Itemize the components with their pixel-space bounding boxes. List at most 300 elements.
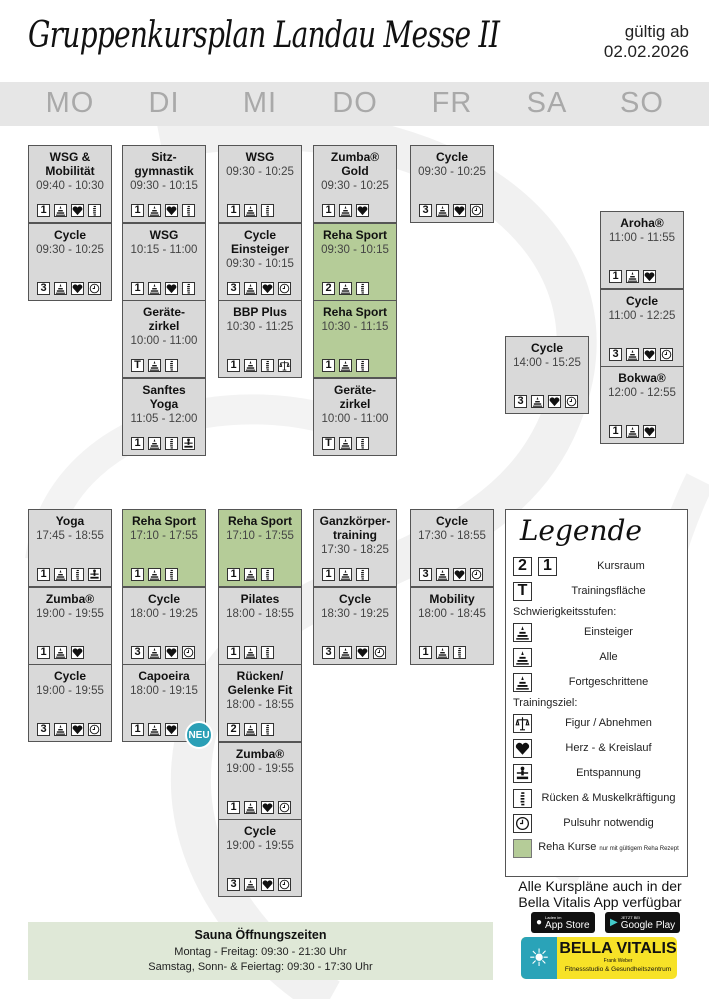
difficulty-icon bbox=[436, 568, 449, 581]
course-name: WSG bbox=[149, 227, 179, 242]
room-2-icon: 2 bbox=[513, 557, 532, 576]
heart-icon bbox=[165, 204, 178, 217]
course-icons bbox=[413, 204, 483, 217]
heart-rate-watch-icon bbox=[278, 282, 291, 295]
relaxation-icon bbox=[513, 764, 532, 783]
day-label-do: DO bbox=[332, 87, 378, 119]
course-card[interactable] bbox=[218, 587, 302, 665]
app-text-line1: Alle Kurspläne auch in der bbox=[518, 878, 682, 894]
legend-goal-row bbox=[513, 763, 683, 783]
logo-owner: Frank Weber bbox=[603, 958, 633, 964]
relaxation-icon bbox=[88, 568, 101, 581]
legend-goal-label: Rücken & Muskelkräftigung bbox=[541, 791, 676, 804]
course-card[interactable] bbox=[122, 300, 206, 378]
difficulty-icon bbox=[339, 646, 352, 659]
course-time: 12:00 - 12:55 bbox=[608, 387, 676, 399]
course-time: 19:00 - 19:55 bbox=[226, 840, 294, 852]
course-time: 11:05 - 12:00 bbox=[130, 412, 198, 425]
course-name: Bokwa® bbox=[618, 371, 666, 385]
sun-icon: ☀ bbox=[521, 937, 557, 979]
course-name: Geräte- zirkel bbox=[142, 305, 186, 333]
sauna-hours bbox=[28, 922, 493, 980]
sauna-weekend: Samstag, Sonn- & Feiertag: 09:30 - 17:30 Uhr bbox=[148, 961, 373, 973]
heart-rate-watch-icon bbox=[565, 395, 578, 408]
heart-rate-watch-icon bbox=[88, 723, 101, 736]
course-icons bbox=[221, 204, 274, 217]
legend-goal-row bbox=[513, 738, 683, 758]
legend-goal-label: Figur / Abnehmen bbox=[565, 716, 652, 729]
course-icons bbox=[125, 723, 178, 736]
difficulty-icon bbox=[436, 646, 449, 659]
back-strength-icon bbox=[453, 646, 466, 659]
course-icons bbox=[221, 568, 274, 581]
room-icon: 1 bbox=[322, 359, 335, 372]
course-time: 09:30 - 10:15 bbox=[130, 180, 198, 192]
heart-icon bbox=[453, 568, 466, 581]
course-card[interactable] bbox=[218, 742, 302, 820]
room-icon: 1 bbox=[322, 568, 335, 581]
course-icons bbox=[221, 359, 291, 372]
course-name: Reha Sport bbox=[322, 305, 387, 319]
difficulty-icon bbox=[513, 623, 532, 642]
legend-room-label: Kursraum bbox=[597, 559, 645, 572]
room-icon: 1 bbox=[227, 646, 240, 659]
back-strength-icon bbox=[356, 568, 369, 581]
room-icon: T bbox=[322, 437, 335, 450]
heart-icon bbox=[513, 739, 532, 758]
course-time: 14:00 - 15:25 bbox=[513, 357, 581, 369]
back-strength-icon bbox=[165, 568, 178, 581]
room-icon: 1 bbox=[322, 204, 335, 217]
heart-icon bbox=[643, 348, 656, 361]
course-card[interactable] bbox=[122, 145, 206, 223]
sauna-title: Sauna Öffnungszeiten bbox=[194, 928, 327, 942]
heart-icon bbox=[548, 395, 561, 408]
course-card[interactable] bbox=[122, 587, 206, 665]
heart-icon bbox=[165, 282, 178, 295]
course-card[interactable] bbox=[313, 587, 397, 665]
room-icon: 3 bbox=[514, 395, 527, 408]
room-icon: 1 bbox=[131, 204, 144, 217]
difficulty-icon bbox=[436, 204, 449, 217]
back-strength-icon bbox=[261, 204, 274, 217]
course-icons bbox=[125, 568, 178, 581]
difficulty-icon bbox=[626, 425, 639, 438]
difficulty-icon bbox=[148, 437, 161, 450]
difficulty-icon bbox=[244, 204, 257, 217]
new-badge: NEU bbox=[185, 721, 213, 749]
difficulty-icon bbox=[339, 204, 352, 217]
heart-icon bbox=[165, 646, 178, 659]
course-time: 17:10 - 17:55 bbox=[130, 530, 198, 542]
legend-goal-label: Pulsuhr notwendig bbox=[563, 816, 654, 829]
day-label-sa: SA bbox=[526, 87, 568, 119]
course-time: 19:00 - 19:55 bbox=[36, 685, 104, 697]
course-card[interactable] bbox=[28, 509, 112, 587]
course-name: Sitz- gymnastik bbox=[134, 150, 194, 178]
course-icons bbox=[316, 646, 386, 659]
room-icon: 1 bbox=[609, 425, 622, 438]
bella-vitalis-logo bbox=[521, 937, 677, 979]
course-card[interactable] bbox=[410, 509, 494, 587]
room-icon: 1 bbox=[37, 646, 50, 659]
legend-level-label: Einsteiger bbox=[584, 625, 633, 638]
course-icons bbox=[31, 568, 101, 581]
appstore-small: Laden im bbox=[545, 914, 562, 920]
heart-rate-watch-icon bbox=[278, 878, 291, 891]
back-strength-icon bbox=[261, 568, 274, 581]
heart-icon bbox=[643, 425, 656, 438]
heart-icon bbox=[71, 646, 84, 659]
logo-subtitle: Fitnessstudio & Gesundheitszentrum bbox=[564, 966, 672, 973]
difficulty-icon bbox=[148, 359, 161, 372]
difficulty-icon bbox=[339, 568, 352, 581]
course-icons bbox=[125, 359, 178, 372]
course-card[interactable] bbox=[28, 664, 112, 742]
reha-color-swatch bbox=[513, 839, 532, 858]
course-time: 10:00 - 11:00 bbox=[321, 412, 389, 425]
course-icons bbox=[508, 395, 578, 408]
course-icons bbox=[413, 568, 483, 581]
course-card[interactable] bbox=[28, 145, 112, 223]
course-time: 09:40 - 10:30 bbox=[36, 180, 104, 192]
course-time: 18:00 - 18:55 bbox=[226, 699, 294, 711]
course-icons bbox=[603, 348, 673, 361]
heart-icon bbox=[165, 723, 178, 736]
room-icon: 3 bbox=[37, 282, 50, 295]
room-icon: 1 bbox=[227, 801, 240, 814]
room-icon: 1 bbox=[227, 359, 240, 372]
heart-rate-watch-icon bbox=[660, 348, 673, 361]
heart-icon bbox=[356, 204, 369, 217]
course-card[interactable] bbox=[313, 378, 397, 456]
legend-goal-row bbox=[513, 713, 683, 733]
course-name: Cycle Einsteiger bbox=[230, 227, 290, 256]
legend-level-row bbox=[513, 672, 683, 692]
difficulty-icon bbox=[244, 878, 257, 891]
course-time: 19:00 - 19:55 bbox=[36, 607, 104, 620]
room-1-icon: 1 bbox=[538, 557, 557, 576]
room-icon: 3 bbox=[227, 282, 240, 295]
legend-goal-row bbox=[513, 788, 683, 808]
course-name: Pilates bbox=[240, 591, 280, 606]
course-name: WSG bbox=[245, 150, 275, 164]
heart-icon bbox=[643, 270, 656, 283]
heart-icon bbox=[71, 723, 84, 736]
heart-rate-watch-icon bbox=[278, 801, 291, 814]
course-icons bbox=[221, 801, 291, 814]
difficulty-icon bbox=[54, 204, 67, 217]
course-icons bbox=[221, 646, 274, 659]
course-name: Cycle bbox=[530, 341, 564, 355]
legend-goals-heading: Trainingsziel: bbox=[513, 697, 578, 709]
google-play-button[interactable] bbox=[605, 912, 680, 933]
difficulty-icon bbox=[148, 204, 161, 217]
sauna-weekdays: Montag - Freitag: 09:30 - 21:30 Uhr bbox=[174, 946, 347, 958]
course-time: 17:30 - 18:25 bbox=[321, 544, 389, 556]
room-icon: 1 bbox=[37, 204, 50, 217]
course-icons bbox=[31, 723, 101, 736]
course-name: Aroha® bbox=[620, 216, 664, 230]
legend-level-row bbox=[513, 647, 683, 667]
course-time: 09:30 - 10:25 bbox=[418, 166, 486, 178]
course-name: WSG & Mobilität bbox=[45, 150, 95, 178]
course-name: Cycle bbox=[435, 150, 469, 164]
difficulty-icon bbox=[339, 282, 352, 295]
course-icons bbox=[316, 568, 369, 581]
course-name: Cycle bbox=[435, 514, 469, 528]
page-title: Gruppenkursplan Landau Messe II bbox=[28, 15, 500, 56]
difficulty-icon bbox=[244, 282, 257, 295]
weekday-bar bbox=[0, 82, 709, 126]
room-icon: 3 bbox=[419, 568, 432, 581]
valid-from bbox=[604, 22, 689, 62]
difficulty-icon bbox=[531, 395, 544, 408]
course-time: 10:30 - 11:15 bbox=[321, 321, 389, 333]
app-info bbox=[505, 878, 695, 910]
course-icons bbox=[316, 359, 369, 372]
course-name: Mobility bbox=[429, 591, 475, 606]
legend-level-row bbox=[513, 622, 683, 642]
course-name: Cycle bbox=[53, 669, 87, 683]
room-icon: 3 bbox=[131, 646, 144, 659]
course-card[interactable] bbox=[218, 819, 302, 897]
course-card[interactable] bbox=[313, 509, 397, 587]
difficulty-icon bbox=[54, 646, 67, 659]
course-card[interactable] bbox=[122, 223, 206, 301]
difficulty-icon bbox=[244, 568, 257, 581]
difficulty-icon bbox=[244, 359, 257, 372]
heart-icon bbox=[453, 204, 466, 217]
apple-icon: ● bbox=[536, 917, 543, 928]
legend-reha-label: Reha Kurse bbox=[538, 840, 597, 853]
course-time: 17:30 - 18:55 bbox=[418, 530, 486, 542]
course-name: BBP Plus bbox=[233, 305, 287, 319]
course-name: Capoeira bbox=[138, 669, 190, 683]
heart-rate-watch-icon bbox=[373, 646, 386, 659]
course-card[interactable] bbox=[410, 587, 494, 665]
course-icons bbox=[125, 204, 195, 217]
course-time: 09:30 - 10:25 bbox=[36, 243, 104, 256]
difficulty-icon bbox=[339, 359, 352, 372]
room-icon: 1 bbox=[131, 437, 144, 450]
course-name: Reha Sport bbox=[227, 514, 292, 528]
course-time: 18:00 - 19:25 bbox=[130, 607, 198, 620]
training-floor-icon: T bbox=[513, 582, 532, 601]
back-strength-icon bbox=[261, 723, 274, 736]
course-name: Zumba® Gold bbox=[330, 150, 380, 178]
heart-icon bbox=[356, 646, 369, 659]
course-time: 10:15 - 11:00 bbox=[130, 243, 198, 256]
heart-rate-watch-icon bbox=[470, 568, 483, 581]
course-icons bbox=[125, 437, 195, 450]
room-icon: 1 bbox=[419, 646, 432, 659]
course-icons bbox=[221, 878, 291, 891]
legend-floor-label: Trainingsfläche bbox=[571, 584, 646, 597]
course-card[interactable] bbox=[218, 145, 302, 223]
course-name: Geräte- zirkel bbox=[333, 382, 377, 411]
course-name: Reha Sport bbox=[131, 514, 196, 528]
legend-goal-row bbox=[513, 813, 683, 833]
course-card[interactable] bbox=[28, 223, 112, 301]
course-card[interactable] bbox=[600, 289, 684, 367]
course-name: Cycle bbox=[147, 591, 181, 606]
course-card[interactable] bbox=[410, 145, 494, 223]
course-icons bbox=[31, 282, 101, 295]
relaxation-icon bbox=[182, 437, 195, 450]
back-strength-icon bbox=[71, 568, 84, 581]
heart-icon bbox=[261, 801, 274, 814]
course-time: 09:30 - 10:25 bbox=[321, 180, 389, 192]
heart-rate-watch-icon bbox=[182, 646, 195, 659]
legend-level-label: Alle bbox=[599, 650, 618, 663]
back-strength-icon bbox=[356, 359, 369, 372]
course-card[interactable] bbox=[600, 366, 684, 444]
course-time: 17:45 - 18:55 bbox=[36, 530, 104, 542]
room-icon: 3 bbox=[419, 204, 432, 217]
back-strength-icon bbox=[88, 204, 101, 217]
course-card[interactable] bbox=[313, 300, 397, 378]
legend-goal-label: Entspannung bbox=[576, 766, 641, 779]
course-icons bbox=[125, 282, 195, 295]
course-name: Ganzkörper- training bbox=[319, 514, 391, 542]
course-icons bbox=[603, 270, 656, 283]
course-card[interactable] bbox=[122, 378, 206, 456]
back-strength-icon bbox=[261, 359, 274, 372]
course-name: Cycle bbox=[243, 824, 277, 838]
back-strength-icon bbox=[356, 282, 369, 295]
course-card[interactable] bbox=[122, 664, 210, 742]
difficulty-icon bbox=[244, 801, 257, 814]
course-name: Zumba® bbox=[45, 591, 95, 606]
course-time: 09:30 - 10:25 bbox=[226, 166, 294, 178]
course-card[interactable] bbox=[218, 509, 302, 587]
difficulty-icon bbox=[244, 723, 257, 736]
heart-rate-watch-icon bbox=[513, 814, 532, 833]
course-name: Rücken/ Gelenke Fit bbox=[227, 669, 293, 697]
course-name: Cycle bbox=[625, 293, 659, 308]
room-icon: 1 bbox=[131, 723, 144, 736]
legend-levels-heading: Schwierigkeitsstufen: bbox=[513, 606, 617, 618]
app-store-button[interactable] bbox=[531, 912, 595, 933]
course-card[interactable] bbox=[505, 336, 589, 414]
course-time: 10:00 - 11:00 bbox=[130, 335, 198, 347]
valid-label: gültig ab bbox=[624, 22, 689, 41]
course-card[interactable] bbox=[218, 300, 302, 378]
day-label-fr: FR bbox=[431, 87, 473, 119]
difficulty-icon bbox=[626, 270, 639, 283]
course-icons bbox=[31, 646, 84, 659]
scale-icon bbox=[513, 714, 532, 733]
room-icon: 1 bbox=[131, 568, 144, 581]
course-name: Cycle bbox=[338, 591, 372, 606]
scale-icon bbox=[278, 359, 291, 372]
day-label-mo: MO bbox=[45, 87, 95, 119]
course-card[interactable] bbox=[313, 145, 397, 223]
course-name: Zumba® bbox=[235, 746, 285, 761]
course-time: 18:00 - 19:15 bbox=[130, 685, 198, 697]
googleplay-small: JETZT BEI bbox=[620, 914, 641, 920]
day-label-mi: MI bbox=[242, 87, 278, 119]
course-card[interactable] bbox=[313, 223, 397, 301]
course-time: 09:30 - 10:15 bbox=[226, 257, 294, 270]
difficulty-icon bbox=[626, 348, 639, 361]
legend-title: Legende bbox=[519, 514, 642, 547]
course-icons bbox=[125, 646, 195, 659]
room-icon: T bbox=[131, 359, 144, 372]
heart-rate-watch-icon bbox=[470, 204, 483, 217]
legend-level-label: Fortgeschrittene bbox=[568, 675, 649, 688]
room-icon: 1 bbox=[609, 270, 622, 283]
back-strength-icon bbox=[182, 204, 195, 217]
room-icon: 1 bbox=[37, 568, 50, 581]
google-play-icon: ▶ bbox=[610, 917, 618, 928]
difficulty-icon bbox=[148, 568, 161, 581]
difficulty-icon bbox=[54, 723, 67, 736]
course-card[interactable] bbox=[600, 211, 684, 289]
difficulty-icon bbox=[339, 437, 352, 450]
course-card[interactable] bbox=[122, 509, 206, 587]
course-icons bbox=[316, 204, 369, 217]
heart-icon bbox=[71, 204, 84, 217]
room-icon: 1 bbox=[227, 204, 240, 217]
heart-rate-watch-icon bbox=[88, 282, 101, 295]
back-strength-icon bbox=[165, 437, 178, 450]
heart-icon bbox=[71, 282, 84, 295]
day-label-so: SO bbox=[620, 87, 664, 119]
room-icon: 3 bbox=[322, 646, 335, 659]
app-text-line2: Bella Vitalis App verfügbar bbox=[518, 894, 682, 910]
logo-name: BELLA VITALIS bbox=[559, 940, 677, 957]
difficulty-icon bbox=[148, 646, 161, 659]
course-card[interactable] bbox=[218, 664, 302, 742]
back-strength-icon bbox=[356, 437, 369, 450]
course-icons bbox=[413, 646, 466, 659]
back-strength-icon bbox=[182, 282, 195, 295]
course-time: 09:30 - 10:15 bbox=[321, 243, 389, 256]
course-card[interactable] bbox=[28, 587, 112, 665]
appstore-label: App Store bbox=[545, 919, 590, 931]
course-icons bbox=[603, 425, 656, 438]
difficulty-icon bbox=[148, 723, 161, 736]
course-time: 17:10 - 17:55 bbox=[226, 530, 294, 542]
legend-goal-label: Herz - & Kreislauf bbox=[565, 741, 652, 754]
back-strength-icon bbox=[261, 646, 274, 659]
course-icons bbox=[221, 723, 274, 736]
course-icons bbox=[316, 437, 369, 450]
legend-reha-note: nur mit gültigem Reha Rezept bbox=[599, 845, 679, 852]
room-icon: 3 bbox=[609, 348, 622, 361]
room-icon: 3 bbox=[37, 723, 50, 736]
valid-date: 02.02.2026 bbox=[603, 42, 689, 61]
course-icons bbox=[31, 204, 101, 217]
room-icon: 1 bbox=[227, 568, 240, 581]
difficulty-icon bbox=[54, 282, 67, 295]
course-time: 19:00 - 19:55 bbox=[226, 762, 294, 775]
back-strength-icon bbox=[513, 789, 532, 808]
course-name: Cycle bbox=[53, 227, 87, 242]
difficulty-icon bbox=[148, 282, 161, 295]
heart-icon bbox=[261, 878, 274, 891]
legend-reha bbox=[534, 841, 683, 856]
course-card[interactable] bbox=[218, 223, 302, 301]
legend bbox=[505, 509, 688, 877]
back-strength-icon bbox=[165, 359, 178, 372]
course-icons bbox=[221, 282, 291, 295]
course-time: 11:00 - 12:25 bbox=[608, 309, 676, 322]
course-name: Sanftes Yoga bbox=[142, 382, 186, 411]
difficulty-icon bbox=[513, 673, 532, 692]
